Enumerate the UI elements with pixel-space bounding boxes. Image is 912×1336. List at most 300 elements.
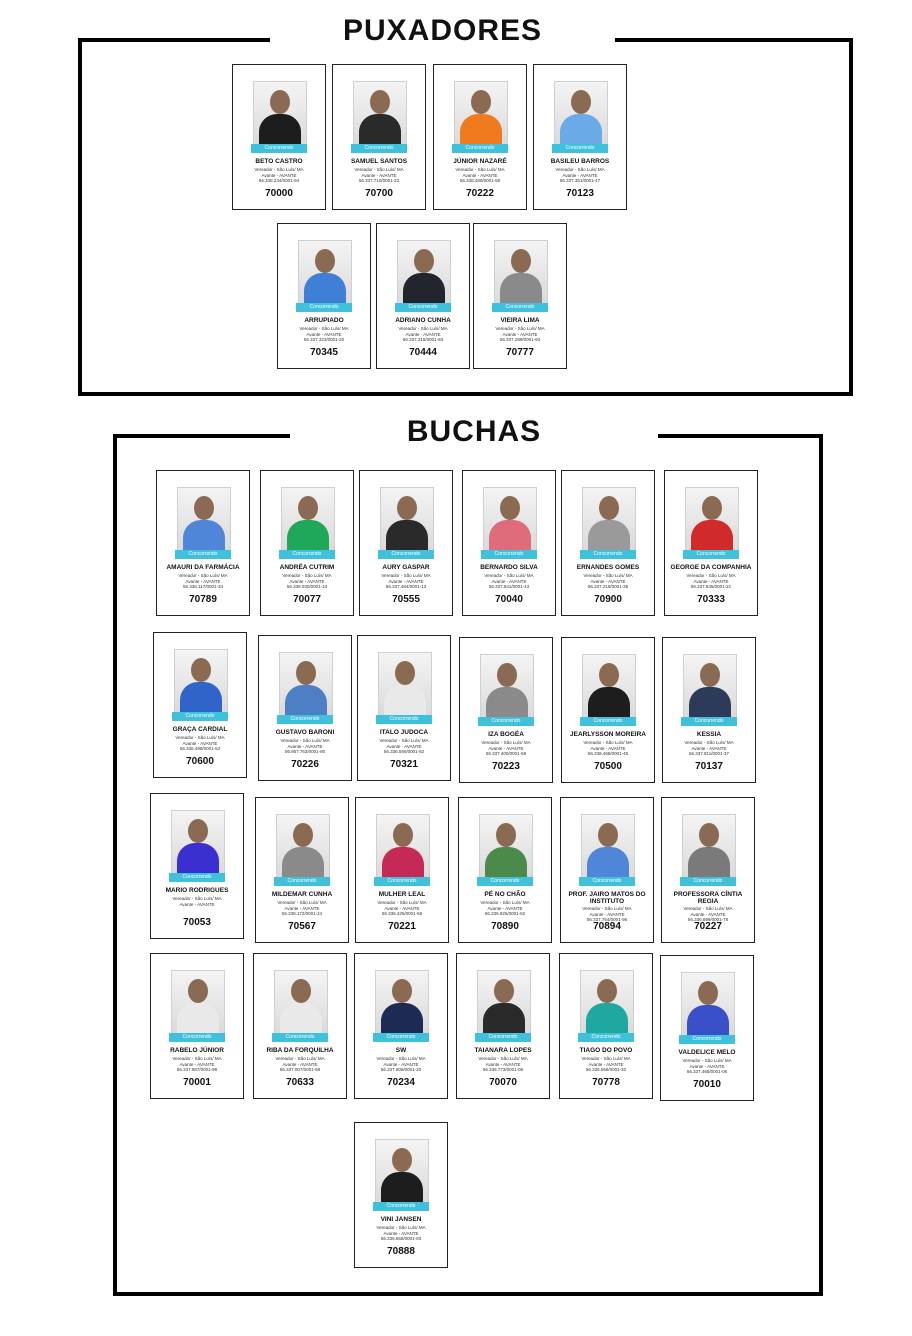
candidate-card (458, 797, 552, 943)
candidate-photo (376, 814, 430, 882)
candidate-party: Avante - AVANTE (589, 911, 625, 917)
concorrendo-badge: Concorrendo (679, 1035, 735, 1044)
candidate-party: Avante - AVANTE (502, 331, 538, 337)
portrait-head-shape (188, 819, 208, 843)
candidate-info (362, 573, 450, 590)
candidate-role: Vereador - São Luís/ MA (478, 1056, 528, 1061)
portrait-body-shape (587, 847, 629, 881)
portrait-head-shape (500, 496, 520, 520)
candidate-name: ANDRÉA CUTRIM (279, 564, 335, 571)
candidate-number: 70001 (183, 1077, 211, 1088)
candidate-info (280, 326, 368, 343)
candidate-photo (375, 970, 429, 1038)
candidate-party: Avante - AVANTE (693, 578, 729, 584)
candidate-card (150, 793, 244, 939)
candidate-role: Vereador - São Luís/ MA (684, 740, 734, 745)
candidate-photo (177, 487, 231, 555)
candidate-cnpj: 56.337.400/0001-59 (485, 751, 527, 756)
portrait-head-shape (598, 823, 618, 847)
candidate-cnpj: 56.337.351/0001-47 (559, 178, 601, 183)
candidate-photo (171, 970, 225, 1038)
concorrendo-badge: Concorrendo (477, 877, 533, 886)
candidate-cnpj: 56.336.590/0001-82 (383, 749, 425, 754)
candidate-info (258, 900, 346, 917)
candidate-info (360, 738, 448, 755)
concorrendo-badge: Concorrendo (277, 715, 333, 724)
candidate-role: Vereador - São Luís/ MA (480, 900, 530, 905)
candidate-info (465, 573, 553, 590)
candidate-cnpj: 56.337.007/0001-58 (279, 1067, 321, 1072)
candidate-role: Vereador - São Luís/ MA (277, 900, 327, 905)
candidate-number: 70888 (387, 1246, 415, 1257)
candidate-photo (581, 814, 635, 882)
candidate-cnpj: 56.336.773/0001-06 (482, 1067, 524, 1072)
candidate-info (459, 1056, 547, 1073)
portrait-head-shape (392, 979, 412, 1003)
candidate-number: 70555 (392, 594, 420, 605)
portrait-head-shape (497, 663, 517, 687)
candidate-role: Vereador - São Luís/ MA (582, 906, 632, 911)
portrait-head-shape (698, 981, 718, 1005)
candidate-photo (480, 654, 534, 722)
portrait-head-shape (188, 979, 208, 1003)
candidate-card (156, 470, 250, 616)
candidate-card (150, 953, 244, 1099)
candidate-cnpj: 56.337.754/0001-96 (586, 917, 628, 922)
candidate-photo (494, 240, 548, 308)
portrait-head-shape (194, 496, 214, 520)
portrait-body-shape (560, 114, 602, 148)
candidate-cnpj: 56.336.699/0001-78 (687, 917, 729, 922)
candidate-role: Vereador - São Luís/ MA (282, 573, 332, 578)
candidate-info (256, 1056, 344, 1073)
candidate-name: PROF. JAIRO MATOS DO INSTITUTO (568, 891, 646, 905)
candidate-photo (298, 240, 352, 308)
candidate-photo (397, 240, 451, 308)
candidate-card (560, 797, 654, 943)
candidate-number: 70221 (388, 921, 416, 932)
candidate-role: Vereador - São Luís/ MA (381, 573, 431, 578)
portrait-body-shape (586, 1003, 628, 1037)
candidate-photo (353, 81, 407, 149)
candidate-card (664, 470, 758, 616)
candidate-party: Avante - AVANTE (282, 1061, 318, 1067)
candidate-role: Vereador - São Luís/ MA (682, 1058, 732, 1063)
candidate-role: Vereador - São Luís/ MA (376, 1225, 426, 1230)
portrait-body-shape (489, 520, 531, 554)
candidate-number: 70234 (387, 1077, 415, 1088)
candidate-cnpj: 56.337.323/0001-20 (303, 337, 345, 342)
candidate-party: Avante - AVANTE (588, 1061, 624, 1067)
concorrendo-badge: Concorrendo (373, 1202, 429, 1211)
candidate-photo (685, 487, 739, 555)
candidate-photo (276, 814, 330, 882)
candidate-cnpj: 56.338.480/0001-58 (459, 178, 501, 183)
candidate-party: Avante - AVANTE (386, 743, 422, 749)
candidate-number: 70070 (489, 1077, 517, 1088)
candidate-photo (477, 970, 531, 1038)
candidate-name: ARRUPIADO (304, 317, 344, 324)
candidate-card (258, 635, 352, 781)
candidate-number: 70222 (466, 188, 494, 199)
candidate-name: JÚNIOR NAZARÉ (453, 158, 507, 165)
candidate-name: GUSTAVO BARONI (275, 729, 335, 736)
candidate-number: 70700 (365, 188, 393, 199)
portrait-body-shape (384, 685, 426, 719)
concorrendo-badge: Concorrendo (395, 303, 451, 312)
candidate-party: Avante - AVANTE (488, 745, 524, 751)
candidate-party: Avante - AVANTE (590, 578, 626, 584)
candidate-name: SAMUEL SANTOS (350, 158, 408, 165)
portrait-head-shape (511, 249, 531, 273)
portrait-body-shape (304, 273, 346, 307)
portrait-body-shape (381, 1003, 423, 1037)
concorrendo-badge: Concorrendo (374, 877, 430, 886)
concorrendo-badge: Concorrendo (272, 1033, 328, 1042)
candidate-name: AMAURI DA FARMÁCIA (166, 564, 240, 571)
portrait-body-shape (359, 114, 401, 148)
candidate-party: Avante - AVANTE (179, 901, 215, 907)
portrait-head-shape (315, 249, 335, 273)
candidate-info (153, 896, 241, 907)
portrait-body-shape (483, 1003, 525, 1037)
candidate-cnpj: 56.337.315/0001-83 (402, 337, 444, 342)
candidate-card (355, 797, 449, 943)
candidate-card (232, 64, 326, 210)
candidate-party: Avante - AVANTE (289, 578, 325, 584)
candidate-name: IZA BOGÉA (488, 731, 524, 738)
candidate-name: ERNANDES GOMES (576, 564, 640, 571)
portrait-body-shape (282, 847, 324, 881)
candidate-cnpj: 56.338.030/0001-10 (286, 584, 328, 589)
candidate-info (235, 167, 323, 184)
portrait-head-shape (571, 90, 591, 114)
candidate-number: 70345 (310, 347, 338, 358)
candidate-number: 70053 (183, 917, 211, 928)
concorrendo-badge: Concorrendo (452, 144, 508, 153)
portrait-head-shape (291, 979, 311, 1003)
candidate-card (354, 1122, 448, 1268)
candidate-cnpj: 56.337.987/0001-99 (176, 1067, 218, 1072)
portrait-body-shape (386, 520, 428, 554)
candidate-photo (375, 1139, 429, 1207)
candidate-name: MARIO RODRIGUES (165, 887, 229, 894)
candidate-number: 70778 (592, 1077, 620, 1088)
candidate-party: Avante - AVANTE (384, 905, 420, 911)
candidate-name: ADRIANO CUNHA (395, 317, 451, 324)
candidate-party: Avante - AVANTE (185, 578, 221, 584)
concorrendo-badge: Concorrendo (580, 550, 636, 559)
candidate-photo (378, 652, 432, 720)
candidate-party: Avante - AVANTE (388, 578, 424, 584)
candidate-role: Vereador - São Luís/ MA (175, 735, 225, 740)
candidate-info (357, 1056, 445, 1073)
candidate-photo (582, 487, 636, 555)
candidate-role: Vereador - São Luís/ MA (354, 167, 404, 172)
concorrendo-badge: Concorrendo (279, 550, 335, 559)
concorrendo-badge: Concorrendo (681, 717, 737, 726)
candidate-party: Avante - AVANTE (179, 1061, 215, 1067)
candidate-photo (274, 970, 328, 1038)
candidate-name: BASILEU BARROS (550, 158, 610, 165)
candidate-role: Vereador - São Luís/ MA (172, 896, 222, 901)
candidate-name: PÉ NO CHÃO (484, 891, 526, 898)
candidate-party: Avante - AVANTE (491, 578, 527, 584)
candidate-card (456, 953, 550, 1099)
candidate-cnpj: 56.336.655/0001-93 (380, 1236, 422, 1241)
concorrendo-badge: Concorrendo (378, 550, 434, 559)
candidate-party: Avante - AVANTE (306, 331, 342, 337)
candidate-name: ITALO JUDOCA (379, 729, 429, 736)
candidate-photo (253, 81, 307, 149)
candidate-photo (554, 81, 608, 149)
candidate-number: 70567 (288, 921, 316, 932)
candidate-card (662, 637, 756, 783)
candidate-info (358, 900, 446, 917)
candidate-number: 70321 (390, 759, 418, 770)
candidate-card (376, 223, 470, 369)
candidate-party: Avante - AVANTE (690, 911, 726, 917)
candidate-number: 70227 (694, 921, 722, 932)
candidate-info (562, 1056, 650, 1073)
candidate-cnpj: 56.336.425/0001-66 (381, 911, 423, 916)
candidate-info (263, 573, 351, 590)
candidate-card (561, 470, 655, 616)
concorrendo-badge: Concorrendo (579, 877, 635, 886)
portrait-head-shape (599, 663, 619, 687)
candidate-role: Vereador - São Luís/ MA (583, 573, 633, 578)
candidate-party: Avante - AVANTE (590, 745, 626, 751)
candidate-info (461, 900, 549, 917)
candidate-card (277, 223, 371, 369)
candidate-number: 70223 (492, 761, 520, 772)
portrait-head-shape (494, 979, 514, 1003)
candidate-number: 70226 (291, 759, 319, 770)
candidate-party: Avante - AVANTE (405, 331, 441, 337)
portrait-body-shape (381, 1172, 423, 1206)
portrait-head-shape (293, 823, 313, 847)
candidate-party: Avante - AVANTE (383, 1230, 419, 1236)
candidate-photo (174, 649, 228, 717)
candidate-info (665, 740, 753, 757)
portrait-head-shape (397, 496, 417, 520)
candidate-number: 70010 (693, 1079, 721, 1090)
candidate-cnpj: 56.957.763/0001-80 (284, 749, 326, 754)
concorrendo-badge: Concorrendo (274, 877, 330, 886)
candidate-role: Vereador - São Luís/ MA (376, 1056, 426, 1061)
candidate-role: Vereador - São Luís/ MA (481, 740, 531, 745)
candidate-info (462, 740, 550, 757)
concorrendo-badge: Concorrendo (373, 1033, 429, 1042)
candidate-card (533, 64, 627, 210)
candidate-number: 70633 (286, 1077, 314, 1088)
candidate-card (433, 64, 527, 210)
candidate-party: Avante - AVANTE (361, 172, 397, 178)
concorrendo-badge: Concorrendo (552, 144, 608, 153)
candidate-info (667, 573, 755, 590)
candidate-info (335, 167, 423, 184)
candidate-info (261, 738, 349, 755)
candidate-card (459, 637, 553, 783)
candidate-role: Vereador - São Luís/ MA (484, 573, 534, 578)
candidate-number: 70000 (265, 188, 293, 199)
candidate-info (156, 735, 244, 752)
candidate-cnpj: 56.337.219/0001-35 (587, 584, 629, 589)
portrait-body-shape (259, 114, 301, 148)
portrait-body-shape (689, 687, 731, 721)
concorrendo-badge: Concorrendo (578, 1033, 634, 1042)
candidate-party: Avante - AVANTE (284, 905, 320, 911)
candidate-party: Avante - AVANTE (462, 172, 498, 178)
candidate-photo (281, 487, 335, 555)
candidate-card (354, 953, 448, 1099)
candidate-cnpj: 56.336.925/0001-62 (484, 911, 526, 916)
candidate-name: GRAÇA CARDIAL (172, 726, 228, 733)
concorrendo-badge: Concorrendo (172, 712, 228, 721)
candidate-photo (479, 814, 533, 882)
concorrendo-badge: Concorrendo (492, 303, 548, 312)
candidate-name: BERNARDO SILVA (480, 564, 538, 571)
candidate-card (357, 635, 451, 781)
portrait-body-shape (287, 520, 329, 554)
candidate-number: 70789 (189, 594, 217, 605)
candidate-cnpj: 56.338.468/0001-45 (587, 751, 629, 756)
candidate-name: TIAGO DO POVO (579, 1047, 633, 1054)
candidate-photo (279, 652, 333, 720)
concorrendo-badge: Concorrendo (175, 550, 231, 559)
candidate-name: VALDELICE MELO (678, 1049, 736, 1056)
candidate-number: 70890 (491, 921, 519, 932)
candidate-number: 70900 (594, 594, 622, 605)
candidate-cnpj: 56.336.498/0001-53 (179, 746, 221, 751)
candidate-cnpj: 56.338.244/0001-94 (258, 178, 300, 183)
portrait-body-shape (486, 687, 528, 721)
candidate-party: Avante - AVANTE (689, 1063, 725, 1069)
candidate-info (436, 167, 524, 184)
candidate-cnpj: 56.336.568/0001-32 (585, 1067, 627, 1072)
concorrendo-badge: Concorrendo (683, 550, 739, 559)
candidate-number: 70137 (695, 761, 723, 772)
candidate-role: Vereador - São Luís/ MA (254, 167, 304, 172)
portrait-body-shape (177, 843, 219, 877)
candidate-card (473, 223, 567, 369)
candidate-cnpj: 56.337.841/0001-43 (488, 584, 530, 589)
candidate-party: Avante - AVANTE (383, 1061, 419, 1067)
candidate-info (159, 573, 247, 590)
candidate-party: Avante - AVANTE (287, 743, 323, 749)
candidate-photo (483, 487, 537, 555)
portrait-body-shape (183, 520, 225, 554)
candidate-photo (580, 970, 634, 1038)
portrait-head-shape (296, 661, 316, 685)
candidate-role: Vereador - São Luís/ MA (581, 1056, 631, 1061)
candidate-photo (582, 654, 636, 722)
candidate-party: Avante - AVANTE (487, 905, 523, 911)
candidate-name: RIBA DA FORQUILHA (266, 1047, 334, 1054)
candidate-info (357, 1225, 445, 1242)
concorrendo-badge: Concorrendo (296, 303, 352, 312)
portrait-body-shape (588, 520, 630, 554)
candidate-info (663, 1058, 751, 1075)
concorrendo-badge: Concorrendo (376, 715, 432, 724)
candidate-role: Vereador - São Luís/ MA (377, 900, 427, 905)
portrait-body-shape (500, 273, 542, 307)
concorrendo-badge: Concorrendo (481, 550, 537, 559)
concorrendo-badge: Concorrendo (169, 1033, 225, 1042)
candidate-info (153, 1056, 241, 1073)
candidate-info (476, 326, 564, 343)
candidate-name: KESSIA (696, 731, 722, 738)
portrait-body-shape (688, 847, 730, 881)
candidate-number: 70077 (293, 594, 321, 605)
candidate-role: Vereador - São Luís/ MA (172, 1056, 222, 1061)
candidate-name: AURY GASPAR (382, 564, 430, 571)
candidate-card (332, 64, 426, 210)
candidate-role: Vereador - São Luís/ MA (299, 326, 349, 331)
portrait-head-shape (191, 658, 211, 682)
candidate-cnpj: 56.338.172/0001-24 (281, 911, 323, 916)
candidate-number: 70040 (495, 594, 523, 605)
portrait-head-shape (370, 90, 390, 114)
candidate-role: Vereador - São Luís/ MA (686, 573, 736, 578)
candidate-role: Vereador - São Luís/ MA (555, 167, 605, 172)
candidate-number: 70500 (594, 761, 622, 772)
candidate-info (564, 740, 652, 757)
portrait-body-shape (485, 847, 527, 881)
candidate-name: BETO CASTRO (255, 158, 303, 165)
candidate-party: Avante - AVANTE (691, 745, 727, 751)
candidate-name: MILDEMAR CUNHA (271, 891, 333, 898)
portrait-body-shape (403, 273, 445, 307)
candidate-card (255, 797, 349, 943)
puxadores-title: PUXADORES (270, 14, 615, 48)
candidate-name: SW (395, 1047, 407, 1054)
candidate-name: VINI JANSEN (380, 1216, 422, 1223)
candidate-name: GEORGE DA COMPANHIA (670, 564, 752, 571)
candidate-number: 70123 (566, 188, 594, 199)
portrait-body-shape (285, 685, 327, 719)
candidate-photo (681, 972, 735, 1040)
portrait-body-shape (460, 114, 502, 148)
candidate-photo (682, 814, 736, 882)
candidate-cnpj: 56.337.845/0001-21 (690, 584, 732, 589)
candidate-name: MULHER LEAL (378, 891, 426, 898)
candidate-role: Vereador - São Luís/ MA (583, 740, 633, 745)
portrait-body-shape (280, 1003, 322, 1037)
portrait-head-shape (298, 496, 318, 520)
candidate-card (253, 953, 347, 1099)
concorrendo-badge: Concorrendo (251, 144, 307, 153)
candidate-info (379, 326, 467, 343)
portrait-body-shape (180, 682, 222, 716)
candidate-party: Avante - AVANTE (182, 740, 218, 746)
concorrendo-badge: Concorrendo (478, 717, 534, 726)
candidate-number: 70894 (593, 921, 621, 932)
candidate-name: JEARLYSSON MOREIRA (570, 731, 646, 738)
portrait-body-shape (691, 520, 733, 554)
candidate-number: 70333 (697, 594, 725, 605)
portrait-head-shape (700, 663, 720, 687)
portrait-head-shape (471, 90, 491, 114)
candidate-party: Avante - AVANTE (261, 172, 297, 178)
concorrendo-badge: Concorrendo (475, 1033, 531, 1042)
candidate-cnpj: 56.337.806/0001-20 (380, 1067, 422, 1072)
candidate-card (462, 470, 556, 616)
buchas-title: BUCHAS (290, 415, 658, 449)
portrait-body-shape (177, 1003, 219, 1037)
concorrendo-badge: Concorrendo (680, 877, 736, 886)
portrait-head-shape (699, 823, 719, 847)
